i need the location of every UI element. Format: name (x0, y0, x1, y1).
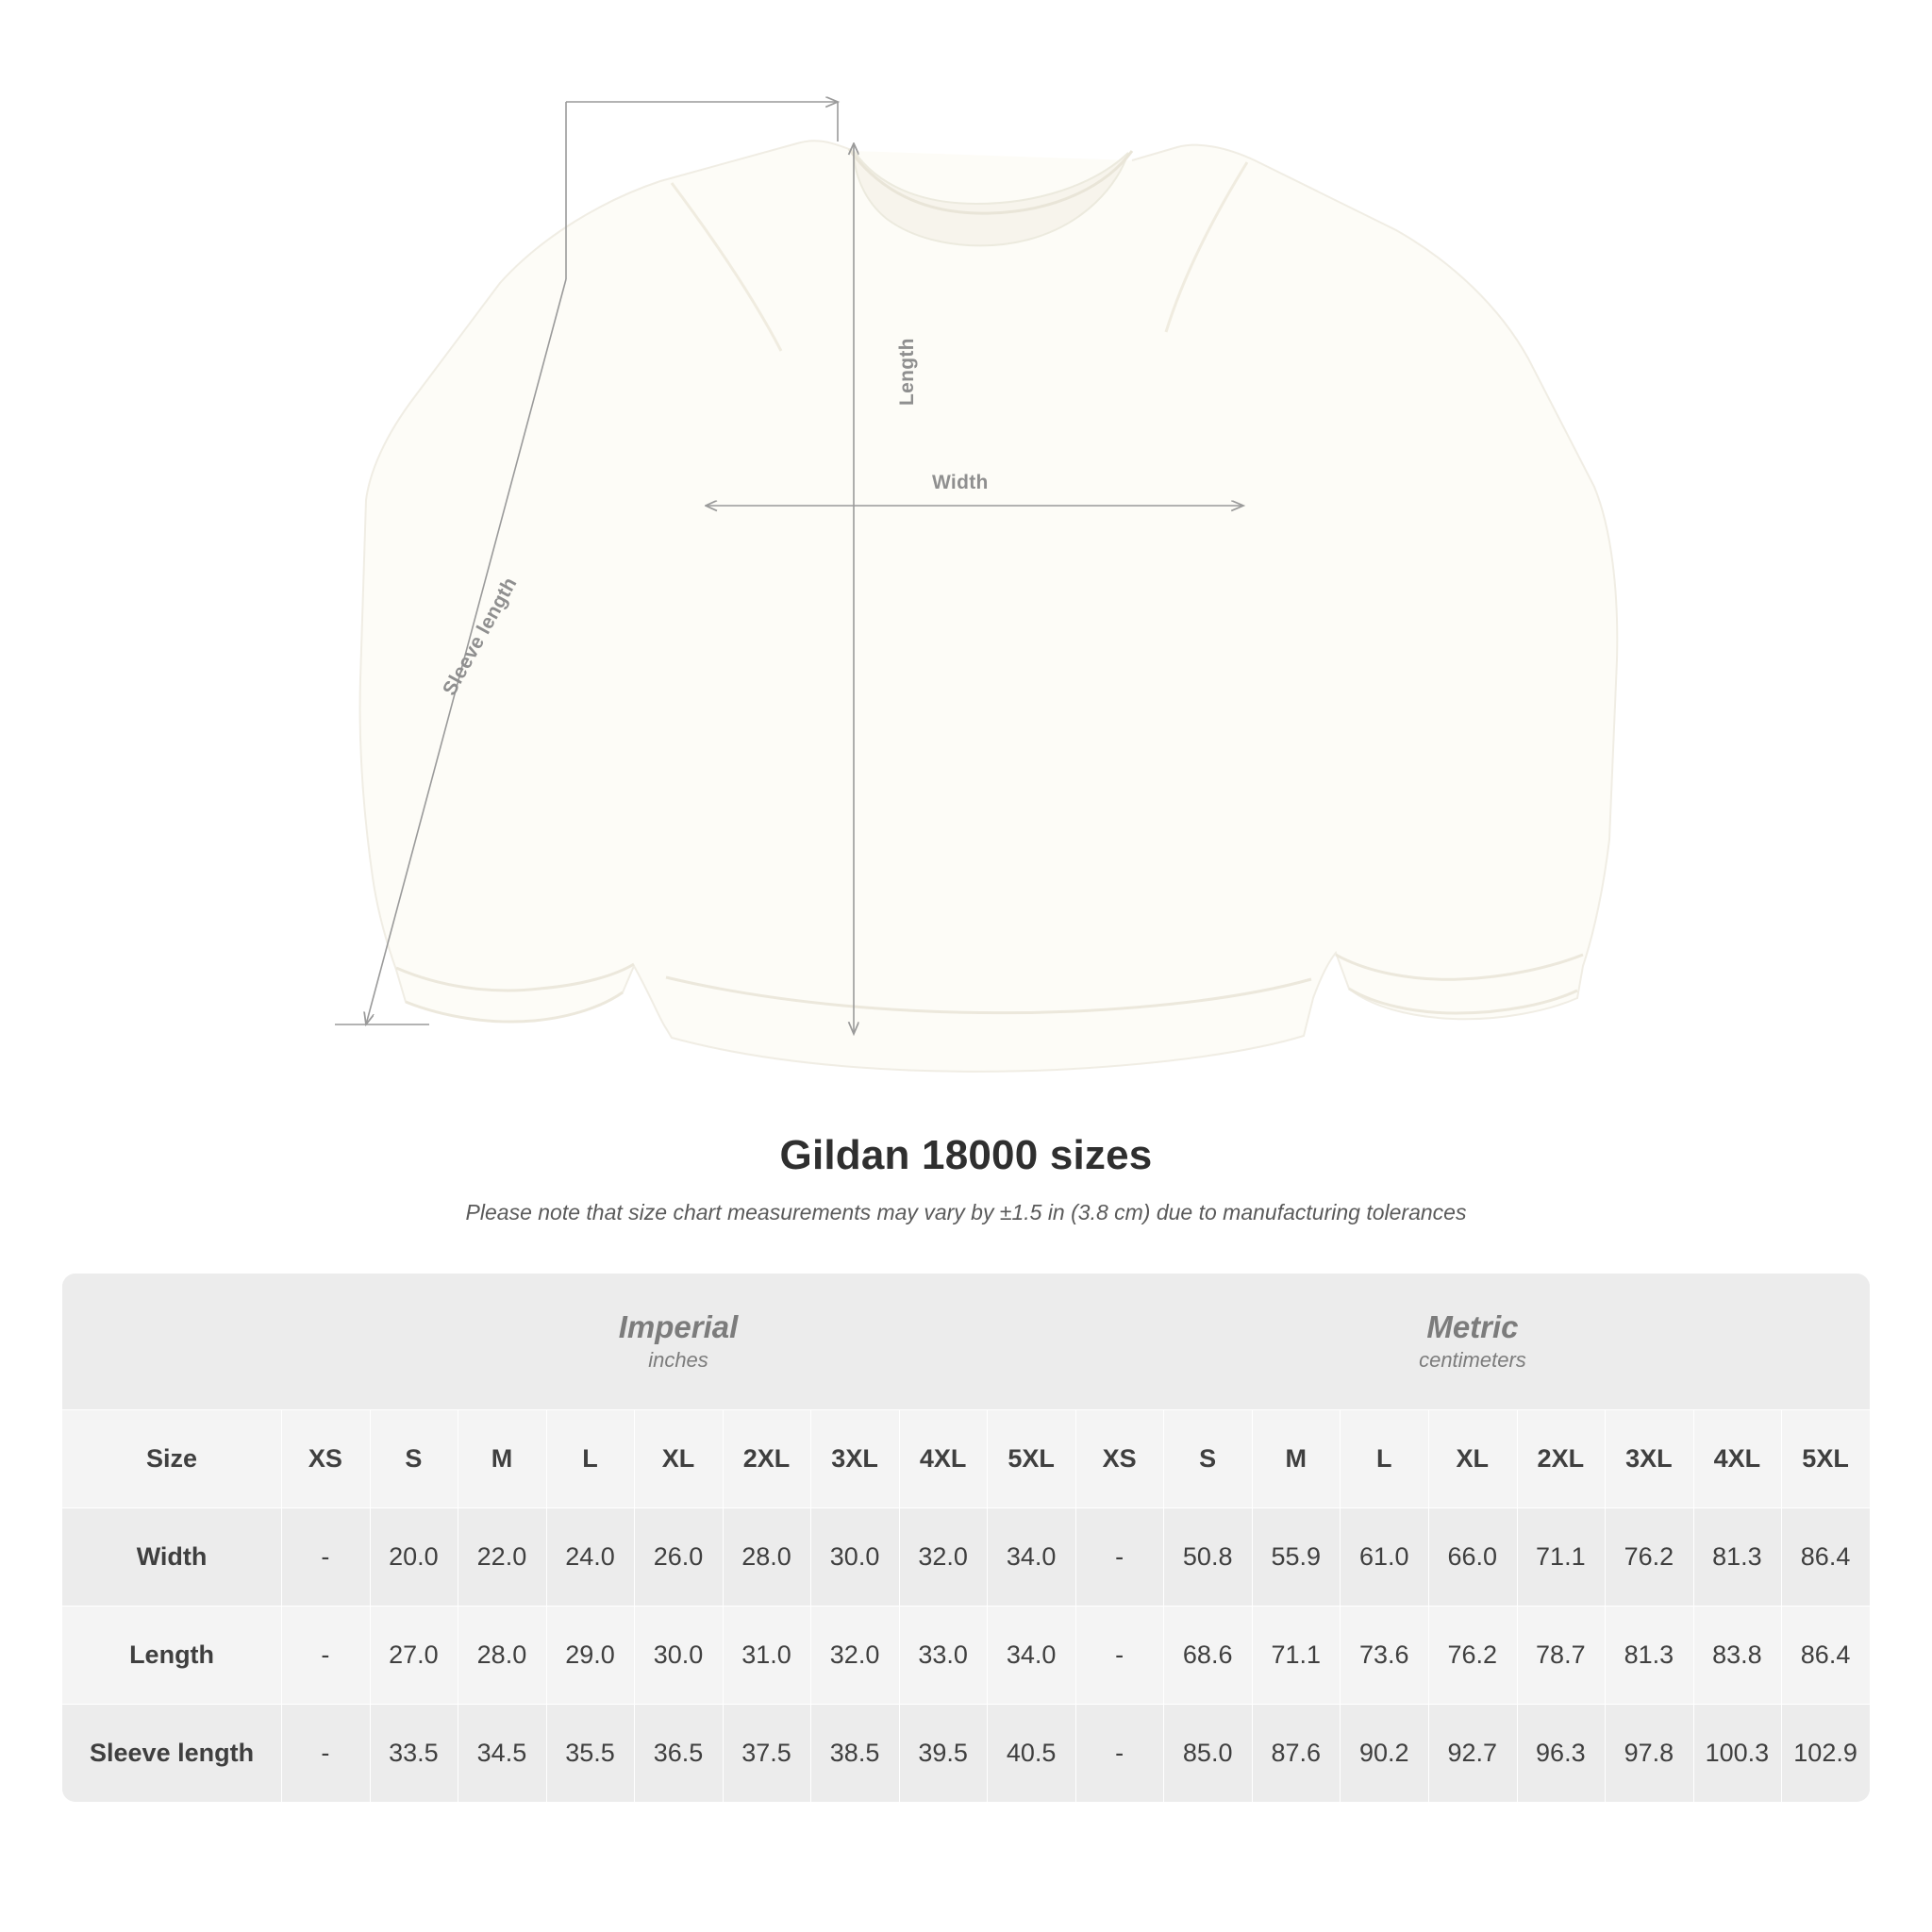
sleeve-length-label: Sleeve length (439, 574, 522, 700)
cell-length-imperial-4xl: 33.0 (899, 1606, 988, 1704)
cell-sleeve-metric-3xl: 97.8 (1605, 1704, 1693, 1802)
unit-header-spacer (62, 1274, 281, 1409)
cell-width-imperial-s: 20.0 (370, 1507, 458, 1606)
row-label-sleeve-length: Sleeve length (62, 1704, 281, 1802)
cell-width-metric-3xl: 76.2 (1605, 1507, 1693, 1606)
cell-sleeve-imperial-l: 35.5 (546, 1704, 635, 1802)
cell-length-metric-s: 68.6 (1163, 1606, 1252, 1704)
cell-width-imperial-l: 24.0 (546, 1507, 635, 1606)
unit-group-imperial (281, 1274, 1075, 1409)
size-header-metric-3xl: 3XL (1605, 1409, 1693, 1507)
size-header-metric-xl: XL (1428, 1409, 1517, 1507)
cell-length-imperial-m: 28.0 (458, 1606, 546, 1704)
width-label: Width (932, 472, 989, 493)
cell-width-metric-4xl: 81.3 (1693, 1507, 1782, 1606)
cell-length-imperial-xs: - (281, 1606, 370, 1704)
size-table-wrapper (62, 1274, 1870, 1802)
size-header-imperial-m: M (458, 1409, 546, 1507)
size-header-imperial-5xl: 5XL (987, 1409, 1075, 1507)
cell-sleeve-imperial-2xl: 37.5 (723, 1704, 811, 1802)
cell-length-metric-4xl: 83.8 (1693, 1606, 1782, 1704)
cell-length-metric-xl: 76.2 (1428, 1606, 1517, 1704)
cell-length-metric-2xl: 78.7 (1517, 1606, 1606, 1704)
unit-group-imperial-sub: inches (648, 1348, 708, 1373)
cell-sleeve-imperial-3xl: 38.5 (810, 1704, 899, 1802)
cell-width-imperial-m: 22.0 (458, 1507, 546, 1606)
size-header-imperial-2xl: 2XL (723, 1409, 811, 1507)
cell-sleeve-imperial-4xl: 39.5 (899, 1704, 988, 1802)
cell-length-imperial-l: 29.0 (546, 1606, 635, 1704)
cell-width-imperial-xs: - (281, 1507, 370, 1606)
row-label-length: Length (62, 1606, 281, 1704)
cell-sleeve-metric-s: 85.0 (1163, 1704, 1252, 1802)
cell-length-imperial-5xl: 34.0 (987, 1606, 1075, 1704)
cell-width-imperial-xl: 26.0 (634, 1507, 723, 1606)
tolerance-note: Please note that size chart measurements may vary by ±1.5 in (3.8 cm) due to manufacturing tolerances (465, 1200, 1467, 1224)
unit-header-row (62, 1274, 1870, 1409)
unit-group-imperial-title: Imperial (618, 1308, 739, 1344)
cell-width-metric-2xl: 71.1 (1517, 1507, 1606, 1606)
cell-length-imperial-xl: 30.0 (634, 1606, 723, 1704)
size-header-metric-l: L (1340, 1409, 1428, 1507)
size-header-imperial-xs: XS (281, 1409, 370, 1507)
cell-sleeve-imperial-m: 34.5 (458, 1704, 546, 1802)
table-row (62, 1507, 1870, 1606)
cell-width-metric-xl: 66.0 (1428, 1507, 1517, 1606)
size-header-imperial-l: L (546, 1409, 635, 1507)
size-header-imperial-3xl: 3XL (810, 1409, 899, 1507)
cell-length-metric-5xl: 86.4 (1781, 1606, 1870, 1704)
table-row (62, 1606, 1870, 1704)
size-header-imperial-s: S (370, 1409, 458, 1507)
size-header-metric-s: S (1163, 1409, 1252, 1507)
size-header-metric-xs: XS (1075, 1409, 1164, 1507)
size-header-label: Size (62, 1409, 281, 1507)
cell-sleeve-imperial-s: 33.5 (370, 1704, 458, 1802)
cell-sleeve-imperial-5xl: 40.5 (987, 1704, 1075, 1802)
cell-width-imperial-2xl: 28.0 (723, 1507, 811, 1606)
cell-width-metric-xs: - (1075, 1507, 1164, 1606)
unit-group-metric-title: Metric (1426, 1308, 1519, 1344)
cell-sleeve-metric-4xl: 100.3 (1693, 1704, 1782, 1802)
unit-group-metric-sub: centimeters (1419, 1348, 1526, 1373)
page-title: Gildan 18000 sizes (779, 1132, 1153, 1178)
size-header-imperial-xl: XL (634, 1409, 723, 1507)
cell-sleeve-imperial-xl: 36.5 (634, 1704, 723, 1802)
cell-width-imperial-3xl: 30.0 (810, 1507, 899, 1606)
unit-group-metric (1075, 1274, 1870, 1409)
size-table (62, 1274, 1870, 1802)
cell-width-metric-m: 55.9 (1252, 1507, 1341, 1606)
size-header-metric-m: M (1252, 1409, 1341, 1507)
cell-sleeve-metric-xs: - (1075, 1704, 1164, 1802)
cell-length-imperial-s: 27.0 (370, 1606, 458, 1704)
cell-sleeve-metric-5xl: 102.9 (1781, 1704, 1870, 1802)
cell-length-metric-xs: - (1075, 1606, 1164, 1704)
cell-width-metric-l: 61.0 (1340, 1507, 1428, 1606)
cell-sleeve-imperial-xs: - (281, 1704, 370, 1802)
cell-length-imperial-3xl: 32.0 (810, 1606, 899, 1704)
cell-length-imperial-2xl: 31.0 (723, 1606, 811, 1704)
cell-sleeve-metric-l: 90.2 (1340, 1704, 1428, 1802)
length-label: Length (896, 338, 918, 406)
cell-width-metric-5xl: 86.4 (1781, 1507, 1870, 1606)
size-header-imperial-4xl: 4XL (899, 1409, 988, 1507)
cell-length-metric-l: 73.6 (1340, 1606, 1428, 1704)
cell-sleeve-metric-m: 87.6 (1252, 1704, 1341, 1802)
row-label-width: Width (62, 1507, 281, 1606)
cell-sleeve-metric-xl: 92.7 (1428, 1704, 1517, 1802)
cell-width-imperial-4xl: 32.0 (899, 1507, 988, 1606)
title-block (0, 1132, 1932, 1225)
cell-length-metric-3xl: 81.3 (1605, 1606, 1693, 1704)
size-header-metric-5xl: 5XL (1781, 1409, 1870, 1507)
cell-width-metric-s: 50.8 (1163, 1507, 1252, 1606)
table-row (62, 1704, 1870, 1802)
size-header-metric-4xl: 4XL (1693, 1409, 1782, 1507)
sweatshirt-shape (360, 141, 1618, 1072)
size-header-row (62, 1409, 1870, 1507)
cell-length-metric-m: 71.1 (1252, 1606, 1341, 1704)
size-header-metric-2xl: 2XL (1517, 1409, 1606, 1507)
cell-width-imperial-5xl: 34.0 (987, 1507, 1075, 1606)
cell-sleeve-metric-2xl: 96.3 (1517, 1704, 1606, 1802)
